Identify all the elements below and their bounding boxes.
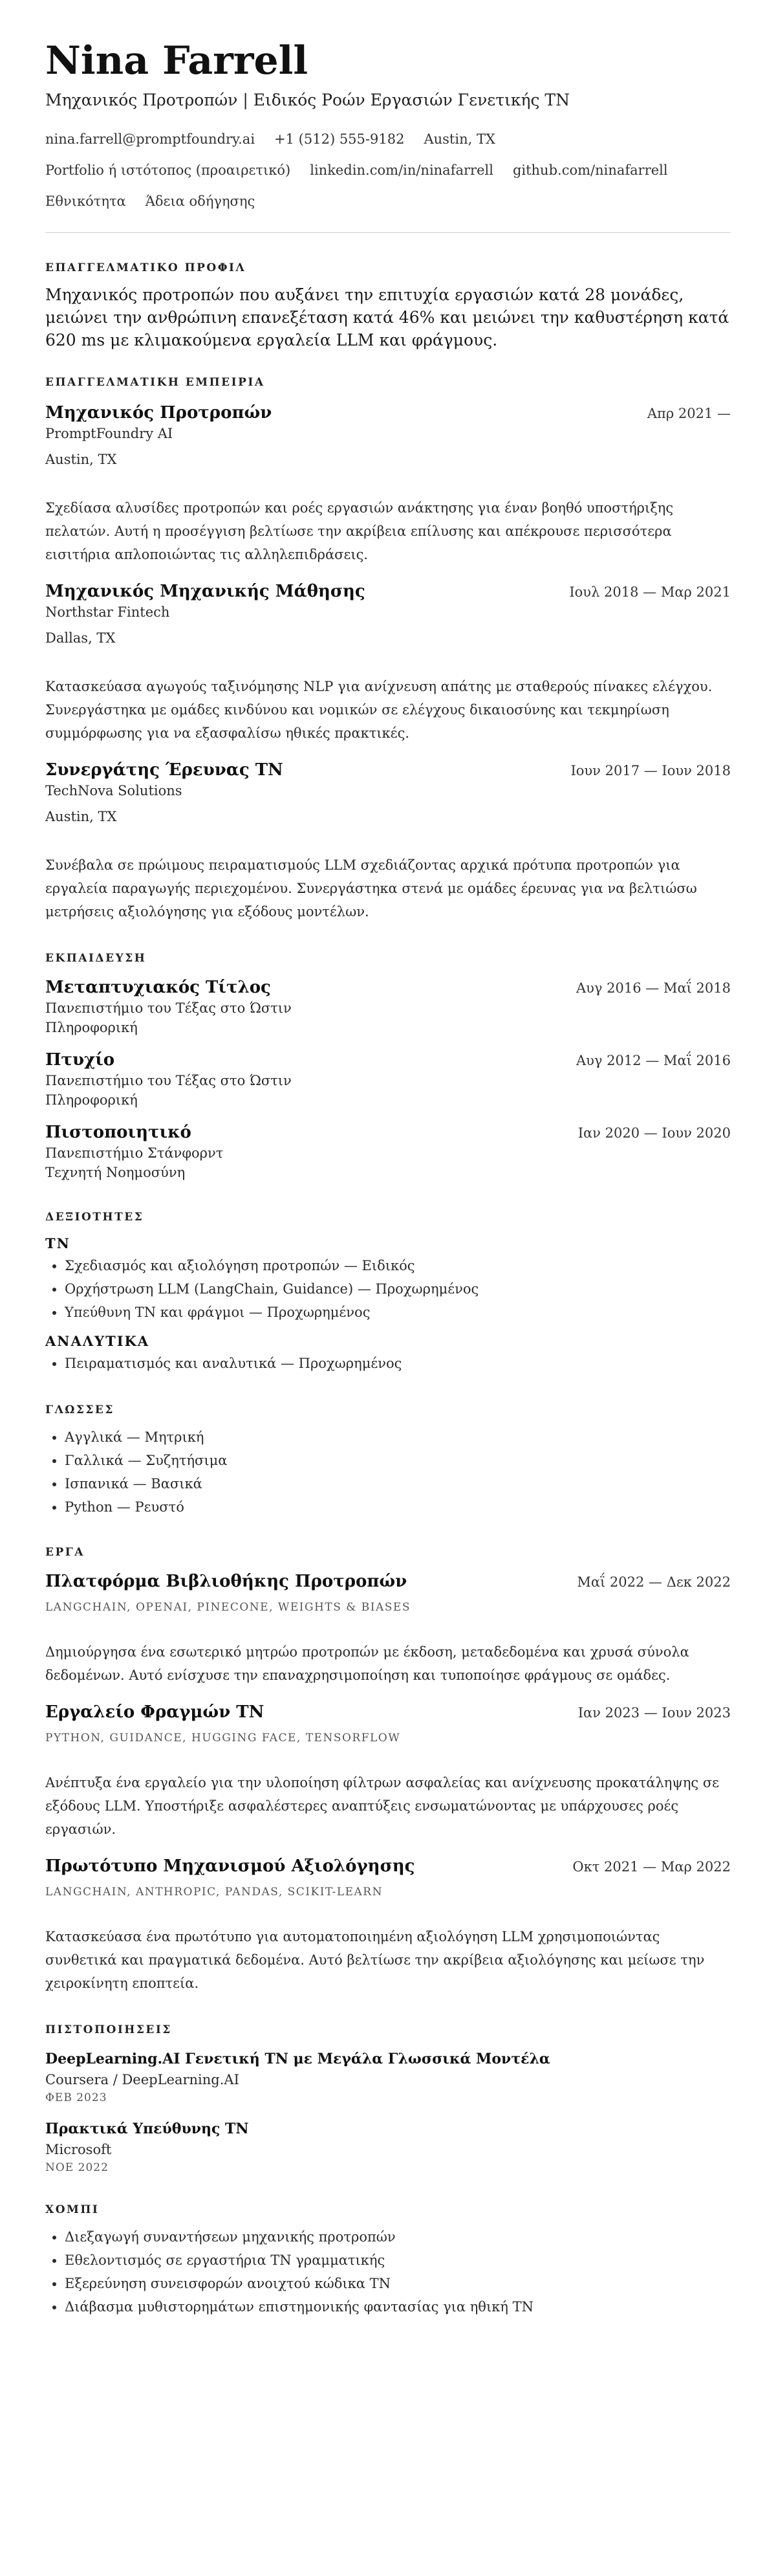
project-dates: Οκτ 2021 — Μαρ 2022: [572, 1859, 731, 1875]
contact-row-personal: [45, 192, 731, 211]
job-description: Συνέβαλα σε πρώιμους πειραματισμούς LLM σχεδιάζοντας αρχικά πρότυπα προτροπών για εργαλεία παραγωγής περιεχομένου. Συνεργάστηκα στενά με ομάδες έρευνας για να βελτιώσω μετρήσεις αξιολόγησης για εξόδους μοντέλων.: [45, 857, 697, 919]
candidate-name: Nina Farrell: [45, 38, 308, 83]
project-tags: LANGCHAIN, ANTHROPIC, PANDAS, SCIKIT-LEARN: [45, 1886, 383, 1899]
company-name: PromptFoundry AI: [45, 426, 173, 441]
company-name: Northstar Fintech: [45, 604, 170, 620]
certification-issuer: Microsoft: [45, 2142, 112, 2157]
education-section-title: ΕΚΠΑΙΔΕΥΣΗ: [45, 952, 147, 965]
skills-section-title: ΔΕΞΙΟΤΗΤΕΣ: [45, 1211, 144, 1224]
job-location: Austin, TX: [45, 452, 117, 467]
hobby-item: • Διεξαγωγή συναντήσεων μηχανικής προτροπών: [65, 2225, 731, 2249]
project-description: Κατασκεύασα ένα πρωτότυπο για αυτοματοποιημένη αξιολόγηση LLM χρησιμοποιώντας συνθετικά και πραγματικά δεδομένα. Αυτό βελτίωσε την ακρίβεια αξιολόγησης και μείωσε την χειροκίνητη εποπτεία.: [45, 1929, 705, 1991]
portfolio-link[interactable]: Portfolio ή ιστότοπος (προαιρετικό): [45, 162, 291, 178]
skill-group-title: ΑΝΑΛΥΤΙΚΑ: [45, 1333, 150, 1349]
project-entry: [45, 1701, 731, 1841]
job-dates: Απρ 2021 —: [647, 406, 731, 421]
language-item: • Ισπανικά — Βασικά: [65, 1472, 731, 1495]
degree-title: Πιστοποιητικό: [45, 1123, 191, 1142]
skill-list: [45, 1352, 731, 1375]
project-entry: [45, 1570, 731, 1687]
hobby-item: • Εξερεύνηση συνεισφορών ανοιχτού κώδικα ΤΝ: [65, 2272, 731, 2295]
school-name: Πανεπιστήμιο του Τέξας στο Ώστιν: [45, 1000, 292, 1016]
degree-title: Μεταπτυχιακός Τίτλος: [45, 978, 271, 997]
language-item: • Python — Ρευστό: [65, 1495, 731, 1519]
education-dates: Ιαν 2020 — Ιουν 2020: [577, 1125, 731, 1141]
field-of-study: Πληροφορική: [45, 1020, 138, 1035]
job-title: Μηχανικός Προτροπών: [45, 403, 272, 423]
project-title: Πλατφόρμα Βιβλιοθήκης Προτροπών: [45, 1572, 407, 1591]
project-tags: LANGCHAIN, OPENAI, PINECONE, WEIGHTS & BIASES: [45, 1601, 411, 1614]
skill-item: • Υπεύθυνη ΤΝ και φράγμοι — Προχωρημένος: [65, 1301, 731, 1324]
skill-item: • Σχεδιασμός και αξιολόγηση προτροπών — Ειδικός: [65, 1254, 731, 1277]
skill-group-title: ΤΝ: [45, 1235, 70, 1251]
job-dates: Ιουλ 2018 — Μαρ 2021: [569, 584, 731, 600]
headline: Μηχανικός Προτροπών | Ειδικός Ροών Εργασιών Γενετικής ΤΝ: [45, 91, 570, 109]
skill-list: [45, 1254, 731, 1324]
location: Austin, TX: [424, 131, 495, 147]
job-location: Austin, TX: [45, 809, 117, 824]
skill-item: • Πειραματισμός και αναλυτικά — Προχωρημένος: [65, 1352, 731, 1375]
hobbies-section-title: ΧΟΜΠΙ: [45, 2203, 100, 2216]
education-dates: Αυγ 2016 — Μαΐ 2018: [576, 980, 731, 996]
job-title: Μηχανικός Μηχανικής Μάθησης: [45, 582, 365, 601]
hobby-item: • Διάβασμα μυθιστορημάτων επιστημονικής φαντασίας για ηθική ΤΝ: [65, 2295, 731, 2318]
certification-entry: [45, 2118, 731, 2176]
field-of-study: Τεχνητή Νοημοσύνη: [45, 1165, 186, 1180]
phone-number: +1 (512) 555-9182: [274, 131, 405, 147]
experience-entry: [45, 580, 731, 745]
project-dates: Μαΐ 2022 — Δεκ 2022: [577, 1574, 731, 1590]
nationality: Εθνικότητα: [45, 193, 126, 209]
languages-section-title: ΓΛΩΣΣΕΣ: [45, 1404, 114, 1416]
job-description: Κατασκεύασα αγωγούς ταξινόμησης NLP για ανίχνευση απάτης με σταθερούς πίνακες ελέγχου. Συνεργάστηκα με ομάδες κινδύνου και νομικών σε ελέγχους δικαιοσύνης και τεκμηρίωση συμμόρφωσης για να εξασφαλίσω ηθικές πρακτικές.: [45, 679, 713, 741]
hobby-list: [45, 2225, 731, 2318]
field-of-study: Πληροφορική: [45, 1092, 138, 1108]
job-dates: Ιουν 2017 — Ιουν 2018: [570, 763, 731, 778]
school-name: Πανεπιστήμιο του Τέξας στο Ώστιν: [45, 1073, 292, 1088]
project-title: Πρωτότυπο Μηχανισμού Αξιολόγησης: [45, 1856, 415, 1876]
contact-row-links: [45, 160, 731, 180]
experience-entry: [45, 759, 731, 923]
project-description: Δημιούργησα ένα εσωτερικό μητρώο προτροπών με έκδοση, μεταδεδομένα και χρυσά σύνολα δεδομένων. Αυτό ενίσχυσε την επαναχρησιμοποίηση και τυποποίησε φράγμους σε ομάδες.: [45, 1644, 689, 1683]
company-name: TechNova Solutions: [45, 783, 182, 798]
experience-entry: [45, 402, 731, 566]
certifications-section-title: ΠΙΣΤΟΠΟΙΗΣΕΙΣ: [45, 2023, 172, 2036]
school-name: Πανεπιστήμιο Στάνφορντ: [45, 1145, 224, 1161]
project-tags: PYTHON, GUIDANCE, HUGGING FACE, TENSORFLOW: [45, 1732, 401, 1745]
profile-section-title: ΕΠΑΓΓΕΛΜΑΤΙΚΟ ΠΡΟΦΙΛ: [45, 261, 246, 274]
project-dates: Ιαν 2023 — Ιουν 2023: [577, 1705, 731, 1721]
education-entry: [45, 1121, 731, 1182]
certification-date: ΦΕΒ 2023: [45, 2091, 107, 2104]
github-link[interactable]: github.com/ninafarrell: [512, 162, 668, 178]
language-list: [45, 1426, 731, 1519]
email-link[interactable]: nina.farrell@promptfoundry.ai: [45, 131, 255, 147]
certification-entry: [45, 2048, 731, 2106]
job-location: Dallas, TX: [45, 630, 116, 646]
project-entry: [45, 1855, 731, 1995]
skill-item: • Ορχήστρωση LLM (LangChain, Guidance) — Προχωρημένος: [65, 1277, 731, 1301]
language-item: • Αγγλικά — Μητρική: [65, 1426, 731, 1449]
experience-section-title: ΕΠΑΓΓΕΛΜΑΤΙΚΗ ΕΜΠΕΙΡΙΑ: [45, 376, 265, 389]
certification-name: DeepLearning.AI Γενετική ΤΝ με Μεγάλα Γλωσσικά Μοντέλα: [45, 2051, 550, 2067]
certification-issuer: Coursera / DeepLearning.AI: [45, 2072, 239, 2087]
degree-title: Πτυχίο: [45, 1050, 115, 1070]
linkedin-link[interactable]: linkedin.com/in/ninafarrell: [310, 162, 493, 178]
job-title: Συνεργάτης Έρευνας ΤΝ: [45, 760, 283, 780]
profile-summary: Μηχανικός προτροπών που αυξάνει την επιτυχία εργασιών κατά 28 μονάδες, μειώνει την ανθρώπινη επανεξέταση κατά 46% και μειώνει την καθυστέρηση κατά 620 ms με κλιμακούμενα εργαλεία LLM και φράγμους.: [45, 285, 729, 349]
project-title: Εργαλείο Φραγμών ΤΝ: [45, 1702, 264, 1722]
certification-name: Πρακτικά Υπεύθυνης ΤΝ: [45, 2120, 249, 2137]
projects-section-title: ΕΡΓΑ: [45, 1546, 85, 1559]
hobby-item: • Εθελοντισμός σε εργαστήρια ΤΝ γραμματικής: [65, 2249, 731, 2272]
certification-date: ΝΟΕ 2022: [45, 2161, 109, 2174]
driving-license: Άδεια οδήγησης: [145, 193, 255, 209]
education-dates: Αυγ 2012 — Μαΐ 2016: [576, 1053, 731, 1068]
language-item: • Γαλλικά — Συζητήσιμα: [65, 1449, 731, 1472]
project-description: Ανέπτυξα ένα εργαλείο για την υλοποίηση φίλτρων ασφαλείας και ανίχνευσης προκατάληψης σε εξόδους LLM. Υποστήριξε ασφαλέστερες αναπτύξεις ενσωματώνοντας με υπάρχουσες ροές εργασιών.: [45, 1775, 720, 1837]
education-entry: [45, 1049, 731, 1110]
job-description: Σχεδίασα αλυσίδες προτροπών και ροές εργασιών ανάκτησης για έναν βοηθό υποστήριξης πελατών. Αυτή η προσέγγιση βελτίωσε την ακρίβεια επίλυσης και απέκρουσε περισσότερα εισιτήρια απλοποιώντας τις αλληλεπιδράσεις.: [45, 500, 674, 562]
header-divider: [45, 232, 731, 233]
contact-row-primary: [45, 129, 731, 149]
education-entry: [45, 976, 731, 1037]
